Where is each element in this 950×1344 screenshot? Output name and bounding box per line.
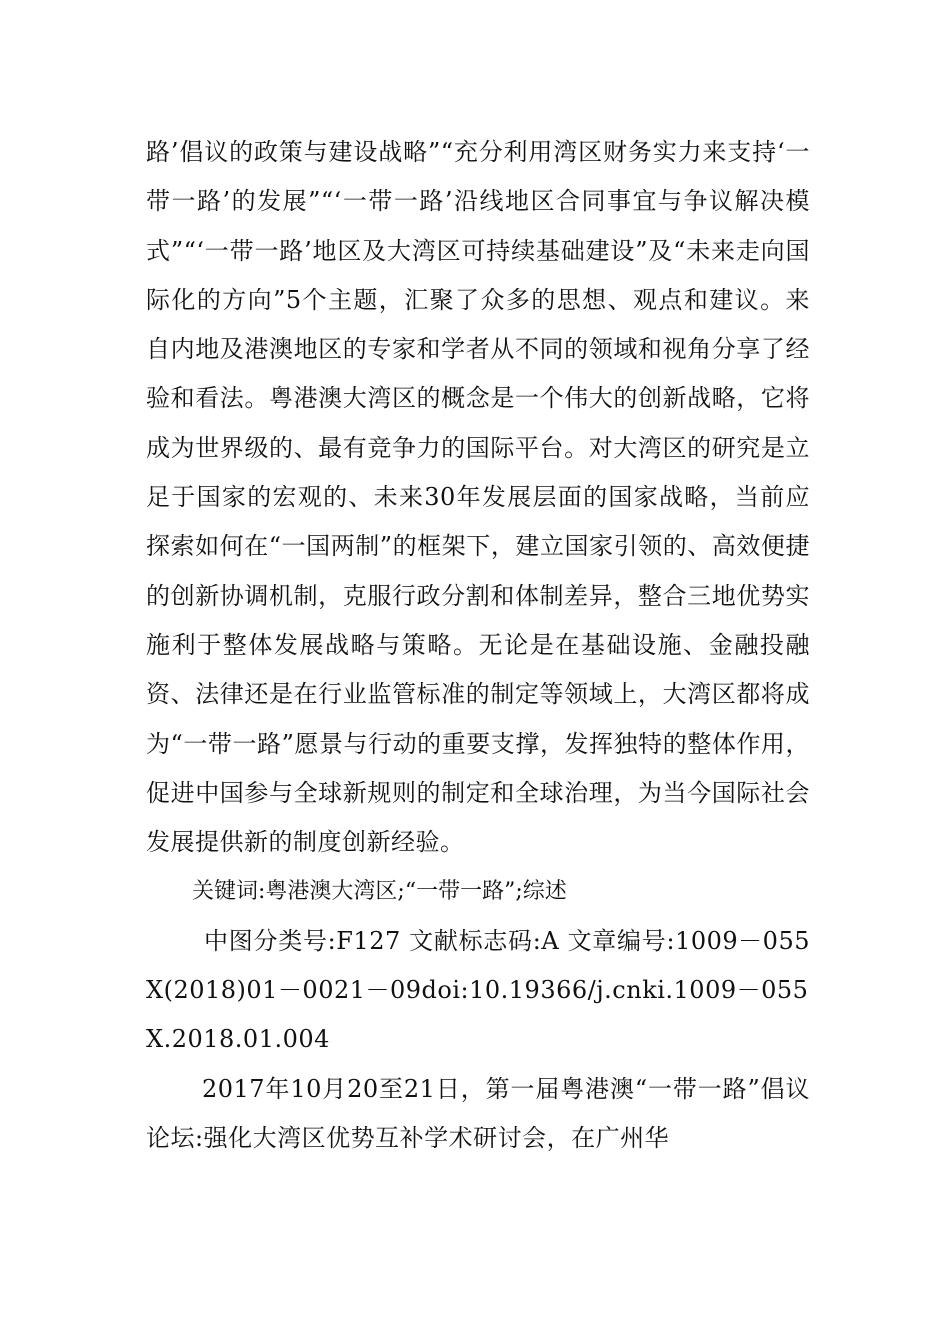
- classification-info: 中图分类号:F127 文献标志码:A 文章编号:1009－055X(2018)01－0021－09doi:10.19366/j.cnki.1009－055X.2018.01.004: [146, 926, 810, 1054]
- document-page: [146, 128, 810, 1163]
- body-paragraph: 2017年10月20至21日，第一届粤港澳“一带一路”倡议论坛:强化大湾区优势互补学术研讨会，在广州华: [146, 1074, 810, 1152]
- abstract-text: 路’倡议的政策与建设战略”“充分利用湾区财务实力来支持‘一带一路’的发展”“‘一带一路’沿线地区合同事宜与争议解决模式”“‘一带一路’地区及大湾区可持续基础建设”及“未来走向国际化的方向”5个主题，汇聚了众多的思想、观点和建议。来自内地及港澳地区的专家和学者从不同的领域和视角分享了经验和看法。粤港澳大湾区的概念是一个伟大的创新战略，它将成为世界级的、最有竞争力的国际平台。对大湾区的研究是立足于国家的宏观的、未来30年发展层面的国家战略，当前应探索如何在“一国两制”的框架下，建立国家引领的、高效便捷的创新协调机制，克服行政分割和体制差异，整合三地优势实施利于整体发展战略与策略。无论是在基础设施、金融投融资、法律还是在行业监管标准的制定等领域上，大湾区都将成为“一带一路”愿景与行动的重要支撑，发挥独特的整体作用，促进中国参与全球新规则的制定和全球治理，为当今国际社会发展提供新的制度创新经验。: [146, 138, 810, 857]
- keywords-line: 关键词:粤港澳大湾区;“一带一路”;综述: [192, 879, 567, 905]
